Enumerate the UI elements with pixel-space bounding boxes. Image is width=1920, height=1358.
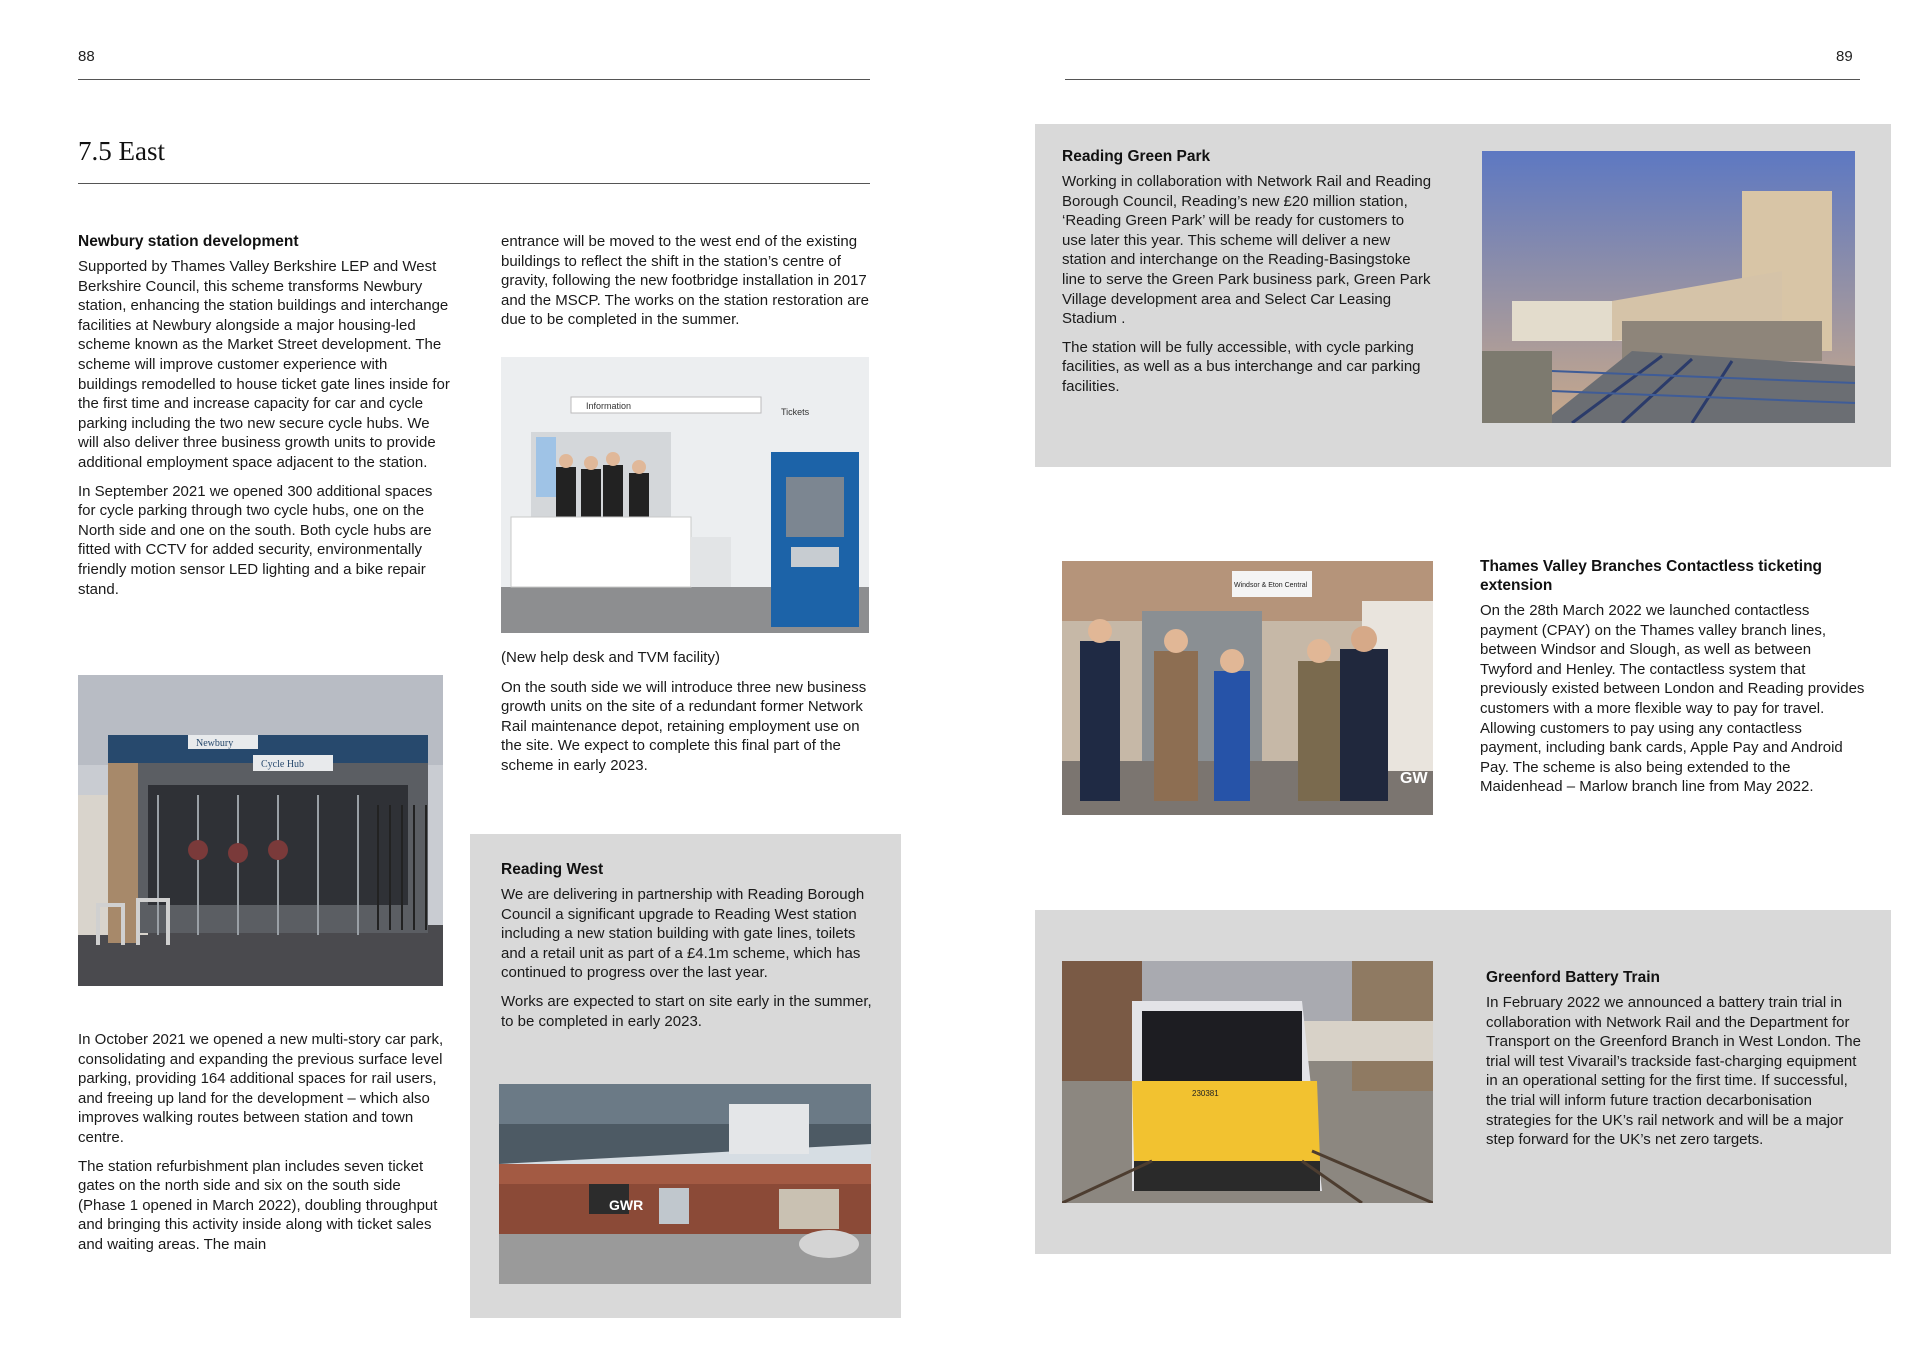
section-title: 7.5 East — [78, 136, 165, 166]
header-rule-left — [78, 79, 870, 80]
thames-valley-text — [1480, 557, 1865, 806]
thames-valley-heading: Thames Valley Branches Contactless ticketing extension — [1480, 558, 1822, 594]
header-rule-right — [1065, 79, 1860, 80]
svg-text:230381: 230381 — [1192, 1089, 1219, 1098]
newbury-column-1-bottom — [78, 1030, 450, 1264]
help-desk-photo — [501, 357, 869, 633]
reading-green-park-photo — [1482, 151, 1855, 423]
cycle-hub-photo — [78, 675, 443, 986]
reading-west-heading: Reading West — [501, 861, 604, 878]
reading-green-park-paragraph: Working in collaboration with Network Rail and Reading Borough Council, Reading’s new £20 million station, ‘Reading Green Park’ will be ready for customers to use later this year. This scheme will deliver a new station and interchange on the Reading-Basingstoke line to serve the Green Park business park, Green Park Village development area and Select Car Leasing Stadium . — [1062, 173, 1432, 328]
reading-green-park-heading: Reading Green Park — [1062, 148, 1211, 165]
svg-text:Tickets: Tickets — [781, 407, 810, 417]
contactless-launch-photo — [1062, 561, 1433, 815]
newbury-column-2-bottom — [501, 648, 873, 785]
reading-west-render — [499, 1084, 871, 1284]
svg-text:Cycle Hub: Cycle Hub — [261, 759, 305, 770]
left-page-number: 88 — [78, 48, 95, 65]
svg-text:Windsor & Eton Central: Windsor & Eton Central — [1234, 582, 1308, 589]
greenford-paragraph: In February 2022 we announced a battery train trial in collaboration with Network Rail and the Department for Transport on the Greenford Branch in West London. The trial will test Vivarail’s trackside fast-charging equipment in an operational setting for the first time. If successful, the trial will inform future traction decarbonisation strategies for the UK’s rail network and will be a major step forward for the UK’s net zero targets. — [1486, 994, 1861, 1149]
newbury-paragraph: On the south side we will introduce three new business growth units on the site of a redundant former Network Rail maintenance depot, retaining employment use on the site. We expect to complete this final part of the scheme in early 2023. — [501, 678, 867, 774]
thames-valley-paragraph: On the 28th March 2022 we launched contactless payment (CPAY) on the Thames valley branch lines, between Windsor and Slough, as well as between Twyford and Henley. The contactless system that previously existed between London and Reading provides customers with a more flexible way to pay for travel. Allowing customers to pay using any contactless payment, including bank cards, Apple Pay and Android Pay. The scheme is also being extended to the Maidenhead – Marlow branch line from May 2022. — [1480, 602, 1865, 796]
svg-text:Information: Information — [586, 401, 632, 411]
svg-text:Newbury: Newbury — [196, 738, 234, 749]
reading-green-park-panel — [1035, 124, 1891, 467]
greenford-panel — [1035, 910, 1891, 1254]
newbury-paragraph: Supported by Thames Valley Berkshire LEP and West Berkshire Council, this scheme transforms Newbury station, enhancing the station buildings and interchange facilities at Newbury alongside a major housing-led scheme known as the Market Street development. The scheme will improve customer experience with buildings remodelled to house ticket gate lines inside for the first time and increase capacity for car and cycle parking including the two new secure cycle hubs. We will also deliver three business growth units to provide additional employment space adjacent to the station. — [78, 258, 450, 471]
svg-text:GW: GW — [1400, 770, 1428, 787]
reading-west-paragraph: Works are expected to start on site early in the summer, to be completed in early 2023. — [501, 992, 872, 1030]
newbury-heading: Newbury station development — [78, 233, 299, 250]
photo-caption: (New help desk and TVM facility) — [501, 649, 720, 666]
reading-green-park-paragraph: The station will be fully accessible, with cycle parking facilities, as well as a bus interchange and car parking facilities. — [1062, 338, 1421, 395]
svg-text:GWR: GWR — [609, 1197, 644, 1213]
right-page-number: 89 — [1836, 48, 1853, 65]
battery-train-photo — [1062, 961, 1433, 1203]
reading-west-panel — [470, 834, 901, 1318]
newbury-column-1 — [78, 232, 450, 608]
newbury-column-2 — [501, 232, 873, 339]
newbury-paragraph: entrance will be moved to the west end of the existing buildings to reflect the shift in the station’s centre of gravity, following the new footbridge installation in 2017 and the MSCP. The works on the station restoration are due to be completed in the summer. — [501, 233, 869, 329]
greenford-heading: Greenford Battery Train — [1486, 969, 1660, 986]
newbury-paragraph: In September 2021 we opened 300 additional spaces for cycle parking through two cycle hubs, one on the North side and one on the south. Both cycle hubs are fitted with CCTV for added security, environmentally friendly motion sensor LED lighting and a bike repair stand. — [78, 482, 433, 598]
newbury-paragraph: The station refurbishment plan includes seven ticket gates on the north side and six on the south side (Phase 1 opened in March 2022), doubling throughput and bringing this activity inside along with ticket sales and waiting areas. The main — [78, 1157, 438, 1253]
section-title-rule — [78, 183, 870, 184]
newbury-paragraph: In October 2021 we opened a new multi-story car park, consolidating and expanding the previous surface level parking, providing 164 additional spaces for rail users, and freeing up land for the development – which also improves walking routes between station and town centre. — [78, 1031, 444, 1146]
reading-west-paragraph: We are delivering in partnership with Reading Borough Council a significant upgrade to Reading West station including a new station building with gate lines, toilets and a retail unit as part of a £4.1m scheme, which has continued to progress over the last year. — [501, 886, 865, 982]
